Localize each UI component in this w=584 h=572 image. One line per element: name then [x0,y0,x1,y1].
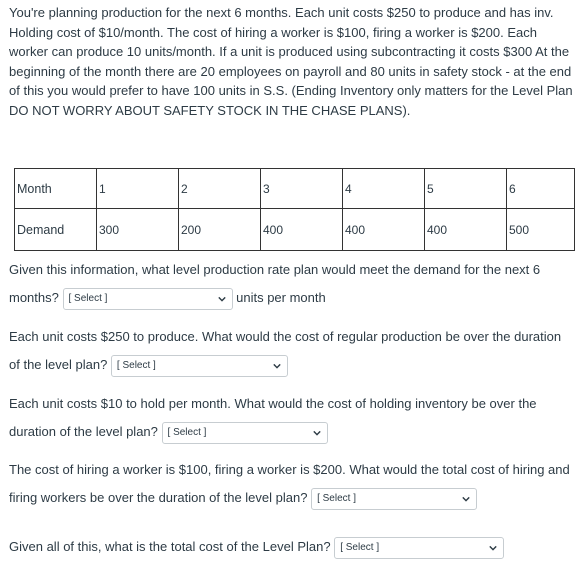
demand-cell: 400 [261,209,343,251]
demand-row [15,209,575,251]
select-value: [ Select ] [317,492,356,504]
question-hiring-firing [9,456,575,512]
holding-cost-select[interactable] [162,422,328,444]
unit-suffix: units per month [236,290,326,305]
chevron-down-icon [273,362,281,370]
select-value: [ Select ] [340,541,380,553]
chevron-down-icon [489,544,497,552]
select-value: [ Select ] [68,292,108,304]
question-text: Given all of this, what is the total cost of the Level Plan? [9,539,331,554]
demand-table [14,168,575,251]
question-holding-cost [9,390,575,446]
demand-cell: 200 [179,209,261,251]
question-text: Given this information, what level production rate plan would meet the demand for the next 6 months? [9,262,541,305]
hiring-firing-select[interactable] [311,488,477,510]
select-value: [ Select ] [116,359,156,371]
chevron-down-icon [462,495,470,503]
month-cell: 3 [261,169,343,209]
month-cell: 5 [425,169,507,209]
demand-label: Demand [15,209,97,251]
question-text: Each unit costs $10 to hold per month. What would the cost of holding inventory be over the duration of the level plan? [9,396,537,439]
demand-cell: 300 [97,209,179,251]
month-cell: 2 [179,169,261,209]
question-level-rate [9,256,575,312]
problem-statement: You're planning production for the next 6 months. Each unit costs $250 to produce and has inv. Holding cost of $10/month. The cost of hiring a worker is $100, firing a worker is $200. Each worker can produce 10 units/month. If a unit is produced using subcontracting it costs $300 At the beginning of the month there are 20 employees on payroll and 80 units in safety stock - at the end of this you would prefer to have 100 units in S.S. (Ending Inventory only matters for the Level Plan DO NOT WORRY ABOUT SAFETY STOCK IN THE CHASE PLANS). [9,5,573,118]
demand-cell: 500 [507,209,575,251]
chevron-down-icon [218,295,226,303]
month-cell: 4 [343,169,425,209]
question-text: Each unit costs $250 to produce. What would the cost of regular production be over the duration of the level plan? [9,329,562,372]
chevron-down-icon [313,429,321,437]
question-total-cost [9,533,575,561]
question-regular-production [9,323,575,379]
level-rate-select[interactable] [63,288,233,310]
month-cell: 6 [507,169,575,209]
demand-cell: 400 [425,209,507,251]
month-row [15,169,575,209]
month-cell: 1 [97,169,179,209]
total-cost-select[interactable] [334,537,504,559]
demand-cell: 400 [343,209,425,251]
regular-production-select[interactable] [111,355,288,377]
question-text: The cost of hiring a worker is $100, firing a worker is $200. What would the total cost of hiring and firing workers be over the duration of the level plan? [9,462,570,505]
select-value: [ Select ] [167,426,207,438]
month-label: Month [15,169,97,209]
